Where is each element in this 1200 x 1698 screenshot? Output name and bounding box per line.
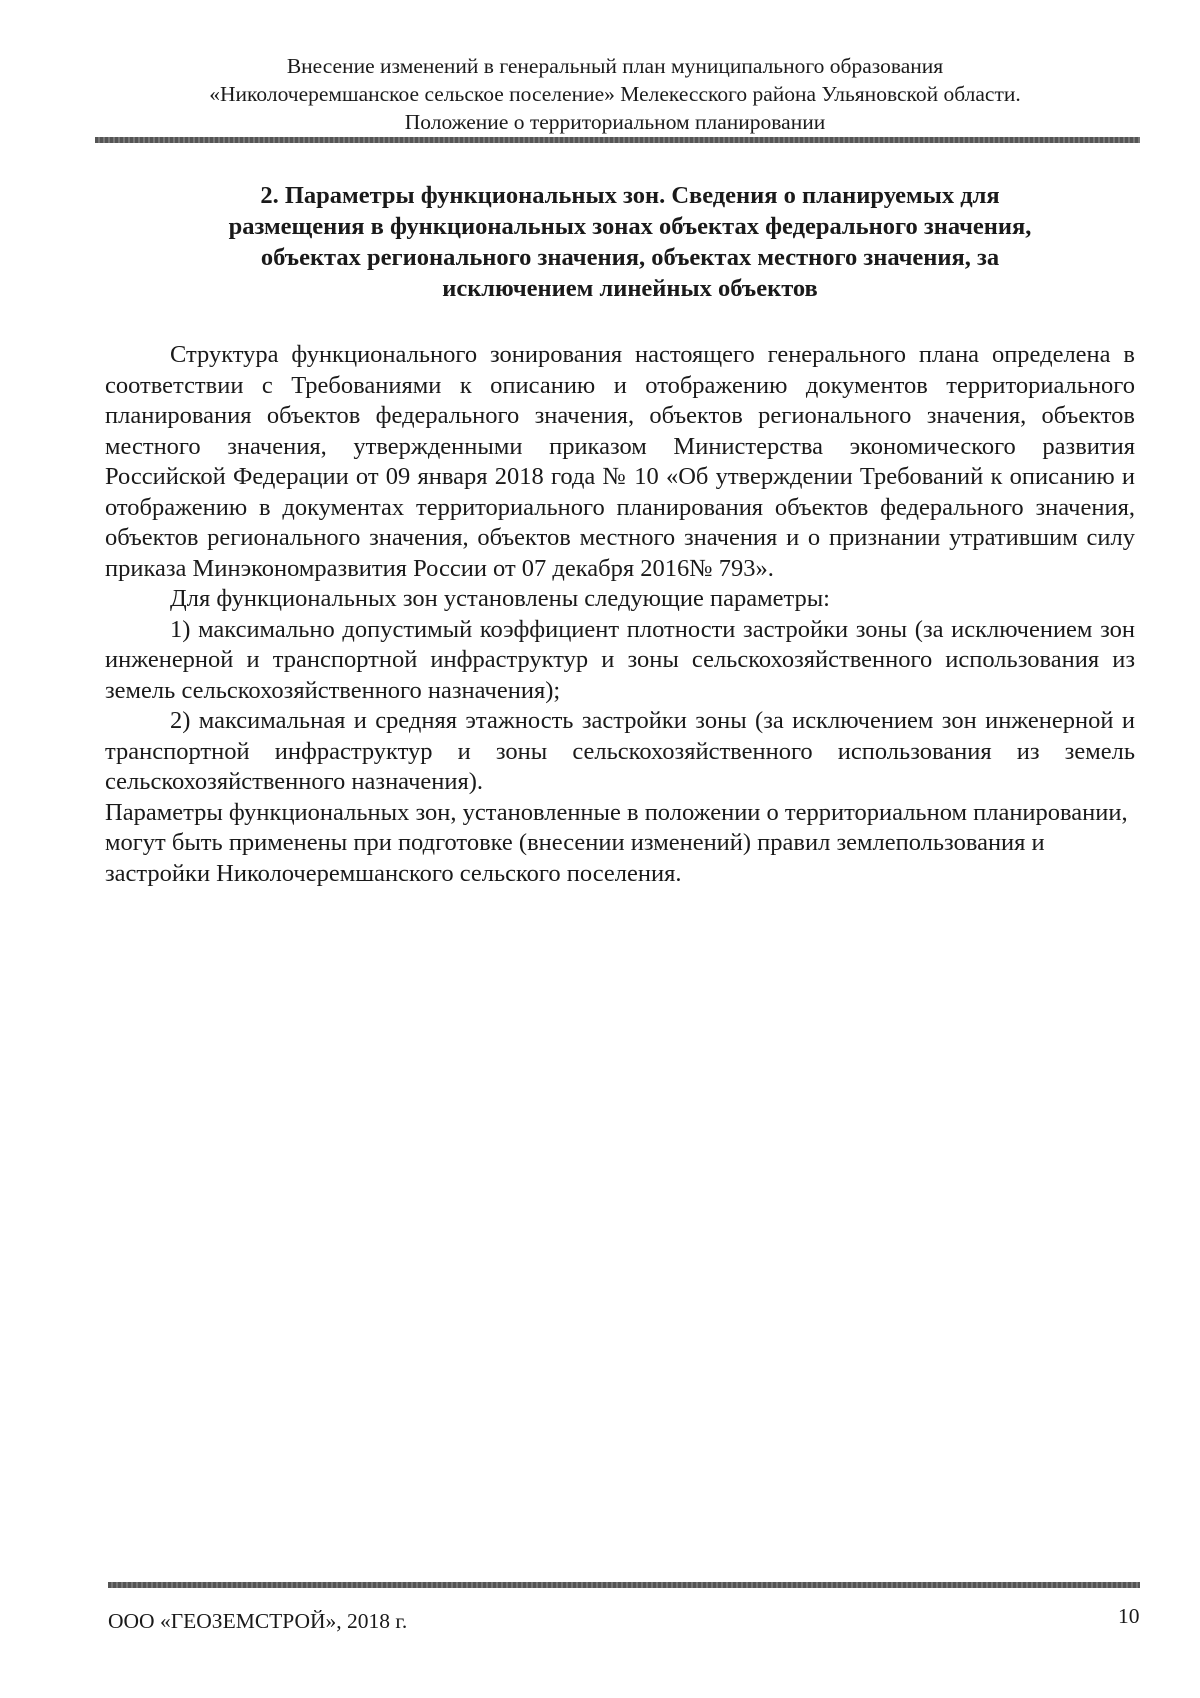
paragraph-item-1: 1) максимально допустимый коэффициент плотности застройки зоны (за исключением зон инженерной и транспортной инфраструктур и зоны сельскохозяйственного использования из земель сельскохозяйственного назначения);	[105, 615, 1135, 704]
paragraph-item-2: 2) максимальная и средняя этажность застройки зоны (за исключением зон инженерной и транспортной инфраструктур и зоны сельскохозяйственного использования из земель сельскохозяйственного назначения).	[105, 707, 1135, 795]
section-heading	[160, 180, 1100, 304]
header-divider	[95, 137, 1140, 143]
section-heading-line-1: 2. Параметры функциональных зон. Сведения о планируемых для	[260, 182, 1000, 209]
section-heading-line-3: объектах регионального значения, объектах местного значения, за	[260, 244, 1000, 271]
paragraph-application: Параметры функциональных зон, установленные в положении о территориальном планировании, могут быть применены при подготовке (внесении изменений) правил землепользования и застройки Николочеремшанского сельского поселения.	[105, 798, 1128, 887]
header-line-1: Внесение изменений в генеральный план муниципального образования	[286, 54, 944, 78]
paragraph-parameters-intro: Для функциональных зон установлены следующие параметры:	[170, 585, 830, 612]
page-number: 10	[1118, 1604, 1140, 1628]
footer-company: ООО «ГЕОЗЕМСТРОЙ», 2018 г.	[108, 1609, 408, 1633]
paragraph-structure: Структура функционального зонирования настоящего генерального плана определена в соответствии с Требованиями к описанию и отображению документов территориального планирования объектов федерального значения, объектов регионального значения, объектов местного значения, утвержденными приказом Министерства экономического развития Российской Федерации от 09 января 2018 года № 10 «Об утверждении Требований к описанию и отображению в документах территориального планирования объектов федерального значения, объектов регионального значения, объектов местного значения и о признании утратившим силу приказа Минэкономразвития России от 07 декабря 2016№ 793».	[105, 341, 1135, 582]
section-heading-line-2: размещения в функциональных зонах объектах федерального значения,	[228, 213, 1032, 240]
document-header	[95, 52, 1135, 136]
body-text	[105, 340, 1135, 889]
header-line-2: «Николочеремшанское сельское поселение» Мелекесского района Ульяновской области.	[209, 82, 1021, 106]
footer-divider	[108, 1582, 1140, 1588]
header-line-3: Положение о территориальном планировании	[404, 110, 826, 134]
section-heading-line-4: исключением линейных объектов	[442, 275, 818, 302]
